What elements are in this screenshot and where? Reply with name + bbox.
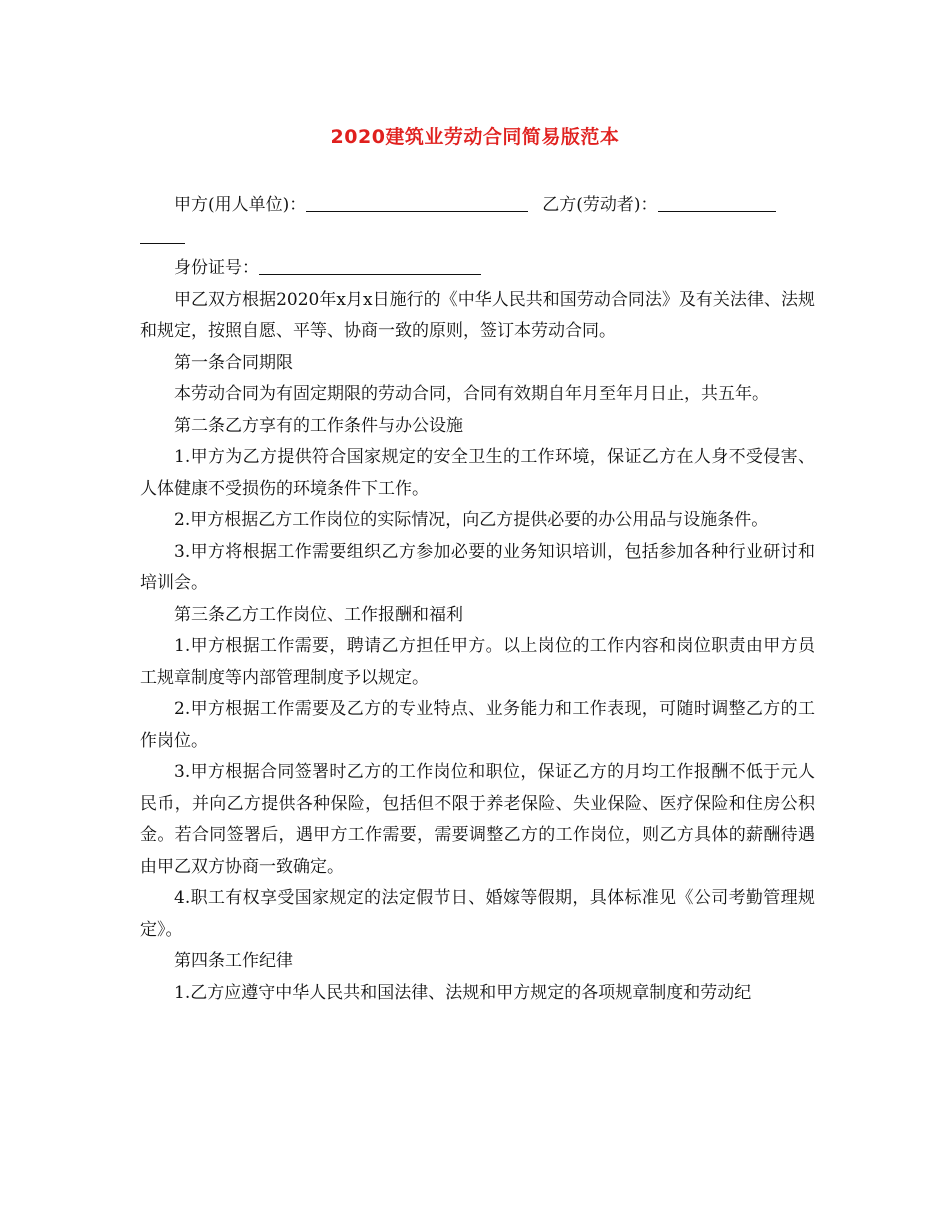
id-label: 身份证号： — [174, 258, 259, 278]
paragraph: 1.甲方根据工作需要，聘请乙方担任甲方。以上岗位的工作内容和岗位职责由甲方员工规章制度等内部管理制度予以规定。 — [140, 636, 815, 688]
document-title: 2020建筑业劳动合同简易版范本 — [330, 126, 620, 148]
party-a-label: 甲方(用人单位)： — [174, 195, 307, 215]
paragraph: 2.甲方根据工作需要及乙方的专业特点、业务能力和工作表现，可随时调整乙方的工作岗位。 — [140, 699, 815, 751]
party-a-blank — [306, 191, 528, 212]
article-heading: 第二条乙方享有的工作条件与办公设施 — [174, 415, 463, 436]
article-heading: 第四条工作纪律 — [174, 951, 293, 971]
paragraph: 1.甲方为乙方提供符合国家规定的安全卫生的工作环境，保证乙方在人身不受侵害、人体健康不受损伤的环境条件下工作。 — [140, 447, 815, 499]
party-b-blank — [658, 191, 776, 212]
article-heading: 第三条乙方工作岗位、工作报酬和福利 — [174, 604, 463, 625]
paragraph: 本劳动合同为有固定期限的劳动合同，合同有效期自年月至年月日止，共五年。 — [174, 384, 769, 404]
paragraph: 2.甲方根据乙方工作岗位的实际情况，向乙方提供必要的办公用品与设施条件。 — [174, 510, 769, 530]
article-heading: 第一条合同期限 — [174, 352, 293, 373]
paragraph: 3.甲方根据合同签署时乙方的工作岗位和职位，保证乙方的月均工作报酬不低于元人民币，并向乙方提供各种保险，包括但不限于养老保险、失业保险、医疗保险和住房公积金。若合同签署后，遇甲方工作需要，需要调整乙方的工作岗位，则乙方具体的薪酬待遇由甲乙双方协商一致确定。 — [140, 762, 815, 877]
party-b-label: 乙方(劳动者)： — [542, 195, 658, 215]
id-line — [140, 253, 815, 285]
party-b-blank-tail — [140, 223, 185, 244]
paragraph: 甲乙双方根据2020年x月x日施行的《中华人民共和国劳动合同法》及有关法律、法规和规定，按照自愿、平等、协商一致的原则，签订本劳动合同。 — [140, 289, 815, 341]
document-body — [140, 190, 815, 1009]
id-blank — [259, 254, 481, 275]
party-b-blank-continued — [140, 222, 815, 254]
parties-line — [140, 190, 815, 222]
paragraph: 1.乙方应遵守中华人民共和国法律、法规和甲方规定的各项规章制度和劳动纪 — [174, 982, 752, 1003]
paragraph: 4.职工有权享受国家规定的法定假节日、婚嫁等假期，具体标准见《公司考勤管理规定》。 — [140, 888, 815, 940]
paragraph: 3.甲方将根据工作需要组织乙方参加必要的业务知识培训，包括参加各种行业研讨和培训会。 — [140, 541, 815, 593]
